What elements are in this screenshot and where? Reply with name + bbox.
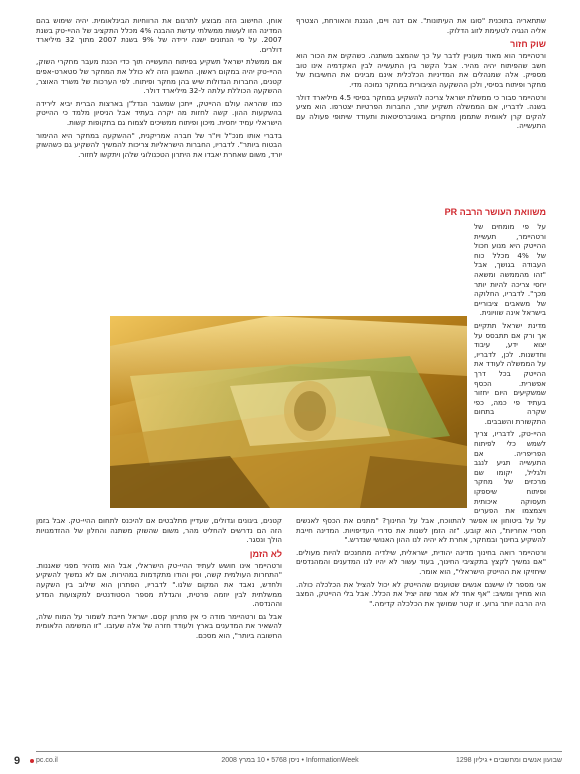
- banknotes-image: [110, 316, 467, 508]
- paragraph: ורטהיימר הוא מאוד מעוניין לדבר על כך שהמצב משתנה. כשהקים את הכור הוא חשב שהפיתוח יהיה מהיר. אבל הקשר בין התעשייה לבין האקדמיה אינו טוב מספיק. אלה שמנהלים את המדיניות הכלכלית אינם מבינים את החשיבות של מחקר ופיתוח בסיסי, ולכן ההשקעה הציבורית במחקר נמוכה מדי.: [296, 51, 546, 89]
- paragraph: קטנים, ביגונים וגדולים, שעדיין מתלבטים אם להיכנס לתחום ההיי-טק. אבל בזמן הזה הם נדרשים להחליט מהר, משום שהשוק משתנה והחלון של ההזדמנויות הולך ונסגר.: [36, 516, 282, 545]
- paragraph: מדינת ישראל תתקיים אך ורק אם תתבסס על יצוא ידע, עיבוד וחדשנות. לכן, לדבריו, על הממשלה לעודד את ההייטק בכל דרך אפשרית. הכסף שמשקיעים היום יחזור בעתיד פי כמה, כפי שקרה בתחום התקשורת והשבבים.: [474, 320, 546, 426]
- paragraph: על על ביטוחון או אפשר להתווכח, אבל על החינוך? "מתנים את הכסף לאנשים חסרי אחריות", הוא קובע. "זה הזמן לשנות את סדרי העדיפויות. המדינה חייבת להשקיע בחינוך ובמחקר, אחרת לא יהיה לנו ההון האנושי שנדרש.": [296, 516, 546, 545]
- paragraph: שתתאריה בתוכנית "סוגו את העיתונות". אם דנה ויים, הגננת והאורחת, הצטרף אליה הנגיה לטעימת לזוג הדלוק.: [296, 16, 546, 35]
- money-photo: [110, 316, 467, 508]
- footer-publication: שבועון אנשים ומחשבים • גיליון 1298: [456, 757, 562, 764]
- footer-divider: [36, 751, 562, 752]
- paragraph: אני מספר לו שישנם אנשים שטוענים שההייטק לא יכול להציל את הכלכלה כולה. הוא מחייך ומשיב: "אף אחד לא אמר שזה יציל את הכלל. אבל בלי ההייטק, המצב היה הרבה יותר גרוע. זו קטר שמושך את הכלכלה קדימה.": [296, 579, 546, 608]
- article-column-right-narrow: [474, 222, 546, 514]
- paragraph: ורטהיימר סבור כי ממשלת ישראל צריכה להשקיע במחקר בסיסי 4.5 מיליארד דולר בשנה. לדבריו, אם הממשלה תשקיע יותר, החברות הפרטיות יצטרפו. הוא מציע להקים קרן לאומית שתממן מחקרים באוניברסיטאות ותעודד שיתופי פעולה עם התעשייה.: [296, 92, 546, 131]
- paragraph: בדברי אותו מנכ"ל ויו"ר של חברה אמריקנית, "ההשקעה במחקר היא ההימור הבטוח ביותר". לדבריו, החברות הישראליות צריכות להמשיך להשקיע גם כשהשוק יורד, משום שאחרת יאבדו את היתרון הטכנולוגי שלהן ויתקשו לחזור.: [36, 130, 282, 159]
- paragraph: ורטהיימר רואה בחינוך מדינה יהודית, ישראלית, שילדיה מתחנכים להיות מעולים. "אם נמשיך לקצץ בתקציבי החינוך, בעוד עשור לא יהיו לנו המדענים והמהנדסים שיחזיקו את ההייטק הישראלי", הוא אומר.: [296, 547, 546, 576]
- page-number: 9: [14, 755, 21, 767]
- footer-site: pc.co.il: [36, 757, 58, 764]
- paragraph: אוחן. החישוב הזה מבוצע לתרגום את הרווחיות הבינלאומית. יהיה שימוש בהם המדינה הזו לעשות ממשלתי עדשת ההבנה 4% מכלל התקציב של ההיי-טק בשנת 2007. על פי הנתונים ישנה ירידה של 9% בשנת 2007 מתוך 32 מיליארד דולרים.: [36, 16, 282, 54]
- page-footer: [0, 751, 580, 774]
- article-column-left-top: [36, 16, 282, 312]
- section-subhead: לא הזמן: [249, 548, 282, 559]
- article-column-right-bottom: [296, 516, 546, 746]
- paragraph: על פי מומחים של ורטהיימר, תעשיית ההייטק היא מנוע חכול של 4% מכלל כוח העבודה בגושך, אבל "זהו מהממשה ומשאה יחסי צריכה להיות יותר מכך". לדבריו, החלוקה של משאבים ציבוריים בישראל אינה שוויונית.: [474, 222, 546, 318]
- paragraph: אם ממשלת ישראל תשקיע בפיתוח התעשייה תוך כדי הכנת מעבר מחקרי השוק, ההיי-טק יהיה במקום ראשון. החשבון הזה לא כולל את המחקר של סטארט-אפים קטנים, החברות הגדולות שיש בהן מחקר ופיתוח. לפי הערכות של משרד האוצר, ההשקעה הכוללת עלתה ל-32 מיליארד דולר.: [36, 57, 282, 96]
- paragraph: ורטהיימר אינו חושש לעתיד ההיי-טק הישראלי, אבל הוא מזהיר מפני שאננות. "התחרות העולמית קשה, וסין והודו מתקדמות במהירות. אם לא נמשיך להשקיע ולחדש, נאבד את המקום שלנו." לדבריו, הפתרון הוא שילוב בין השקעה ממשלתית לבין יוזמה פרטית, והגדלת מספר הסטודנטים למקצועות המדע וההנדסה.: [36, 560, 282, 609]
- article-column-right-top: [296, 16, 546, 206]
- paragraph: כמו שהראה עולם ההייטק, ייתכן שמשבר הנדל"ן בארצות הברית יביא לירידה בהשקעות ההון. קשה לחזות מה יקרה בעתיד אבל הניסיון מלמד כי ההייטק הישראלי עמיד יחסית. מיכון ופיתוח ממשיכים לצמוח גם בתקופות קשות.: [36, 98, 282, 127]
- section-subhead: משוואת העושר הרבה PR: [444, 207, 546, 217]
- section-subhead: שוק חזור: [510, 39, 546, 50]
- paragraph: אבל גם ורטהיימר מודה כי אין פתרון קסם. ישראל חייבת לשמור על המוח שלה, להשאיר את המדענים בארץ ולעודד חזרה של אלה שעזבו. "זו המשימה הלאומית החשובה ביותר", הוא מסכם.: [36, 611, 282, 640]
- footer-issue: InformationWeek • ניסן 5768 • 10 במרץ 2008: [221, 757, 359, 764]
- article-column-left-bottom: [36, 516, 282, 746]
- paragraph: ההיי-טק, לדבריו, צריך לשמש כלי לפיתוח הפריפריה. אם התעשייה תגיע לנגב ולגליל, יקומו שם מרכזים של מחקר ופיתוח שיספקו תעסוקה איכותית ויצמצמו את הפערים: [474, 429, 546, 514]
